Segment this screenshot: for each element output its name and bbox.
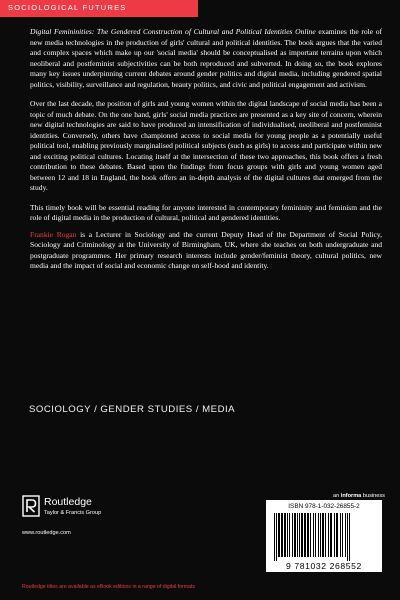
isbn-barcode (266, 500, 382, 572)
ebook-availability-note: Routledge titles are available as eBook editions in a range of digital formats (22, 584, 196, 590)
author-name: Frankie Rogan (30, 229, 77, 239)
blurb-paragraph-1 (30, 27, 382, 90)
informa-prefix: an (333, 493, 341, 499)
informa-suffix: business (361, 493, 385, 499)
blurb-paragraph-2: Over the last decade, the position of girls and young women within the digital landscape of social media has been a topic of much debate. On the one hand, girls' social media practices are presented as a key site of concern, wherein new digital technologies are said to have produced an intensification of individualised, neoliberal and postfeminist identities. Conversely, others have championed access to social media for young people as a potentially useful political tool, enabling previously marginalised political subjects (such as girls) to access and participate within new and exciting political cultures. Locating itself at the intersection of these two approaches, this book offers a fresh contribution to these debates. Based upon the findings from focus groups with girls and young women aged between 12 and 18 in England, the book offers an in-depth analysis of the digital cultures that emerged from the study. (30, 99, 382, 192)
informa-name: informa (340, 493, 362, 499)
author-bio (30, 230, 382, 272)
series-banner (0, 0, 198, 17)
isbn-label: ISBN 978-1-032-26855-2 (288, 503, 360, 510)
barcode-digits: 9 781032 268552 (286, 561, 362, 571)
routledge-logo-icon (22, 495, 40, 522)
publisher-website: www.routledge.com (22, 530, 71, 536)
barcode-bars (272, 513, 376, 561)
back-cover-blurb (30, 27, 382, 281)
book-title: Digital Femininities: The Gendered Construction of Cultural and Political Identities Online (30, 27, 316, 36)
blurb-paragraph-1-text: examines the role of new media technologies in the production of girls' cultural and political identities. The book argues that the varied and complex spaces which make up our 'social media' should be conceptualised as important terrains upon which neoliberal and postfeminist subjectivities can be both reproduced and subverted. In doing so, the book explores many key issues underpinning current debates around gender politics and digital media, including gendered spatial politics, visibility, surveillance and regulation, beauty politics, and civic and political engagement and activism. (30, 27, 382, 89)
blurb-paragraph-3: This timely book will be essential reading for anyone interested in contemporary femininity and feminism and the role of digital media in the production of cultural, political and gendered identities. (30, 202, 382, 222)
series-title: SOCIOLOGICAL FUTURES (8, 3, 127, 12)
publisher-name: Routledge (44, 496, 92, 508)
author-bio-text: is a Lecturer in Sociology and the current Deputy Head of the Department of Social Policy, Sociology and Criminology at the University of Birmingham, UK, where she teaches on both undergraduate and postgraduate programmes. Her primary research interests include gender/feminist theory, cultural politics, new media and the impact of social and economic change on self-hood and identity. (30, 229, 382, 270)
publisher-group: Taylor & Francis Group (44, 510, 102, 516)
subject-categories: SOCIOLOGY / GENDER STUDIES / MEDIA (29, 404, 236, 415)
informa-business-tag (333, 493, 385, 499)
